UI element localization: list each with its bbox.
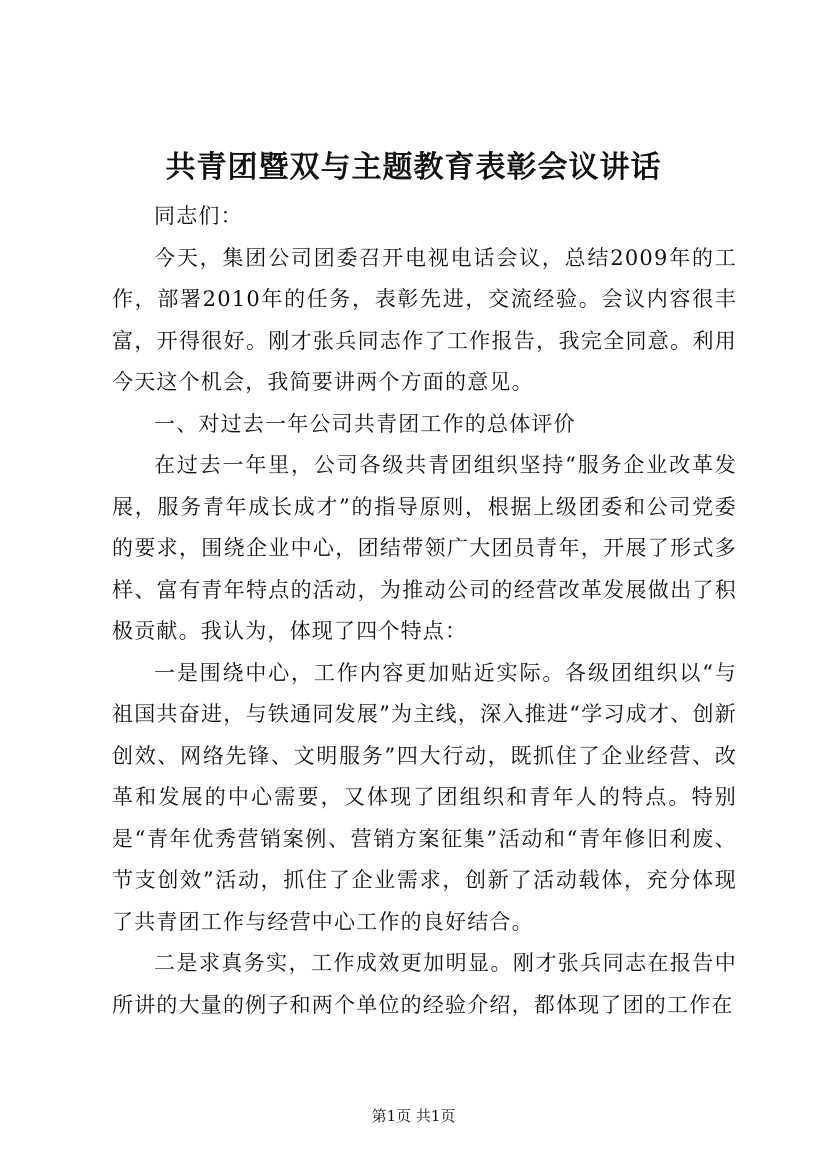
page-footer: 第1页 共1页 [371, 1107, 456, 1125]
salutation: 同志们： [154, 204, 243, 228]
paragraph: 在过去一年里，公司各级共青团组织坚持“服务企业改革发展，服务青年成长成才”的指导原则，根据上级团委和公司党委的要求，围绕企业中心，团结带领广大团员青年，开展了形式多样、富有青年特点的活动，为推动公司的经营改革发展做出了积极贡献。我认为，体现了四个特点： [112, 453, 737, 643]
paragraph: 一是围绕中心，工作内容更加贴近实际。各级团组织以“与祖国共奋进，与铁通同发展”为主线，深入推进“学习成才、创新创效、网络先锋、文明服务”四大行动，既抓住了企业经营、改革和发展的中心需要，又体现了团组织和青年人的特点。特别是“青年优秀营销案例、营销方案征集”活动和“青年修旧利废、节支创效”活动，抓住了企业需求，创新了活动载体，充分体现了共青团工作与经营中心工作的良好结合。 [112, 660, 737, 934]
document-title: 共青团暨双与主题教育表彰会议讲话 [165, 150, 662, 185]
document-body [112, 196, 737, 1026]
paragraph: 二是求真务实，工作成效更加明显。刚才张兵同志在报告中所讲的大量的例子和两个单位的经验介绍，都体现了团的工作在 [112, 951, 737, 1017]
section-heading: 一、对过去一年公司共青团工作的总体评价 [154, 411, 576, 436]
paragraph: 今天，集团公司团委召开电视电话会议，总结2009年的工作，部署2010年的任务，表彰先进，交流经验。会议内容很丰富，开得很好。刚才张兵同志作了工作报告，我完全同意。利用今天这个机会，我简要讲两个方面的意见。 [112, 245, 737, 394]
